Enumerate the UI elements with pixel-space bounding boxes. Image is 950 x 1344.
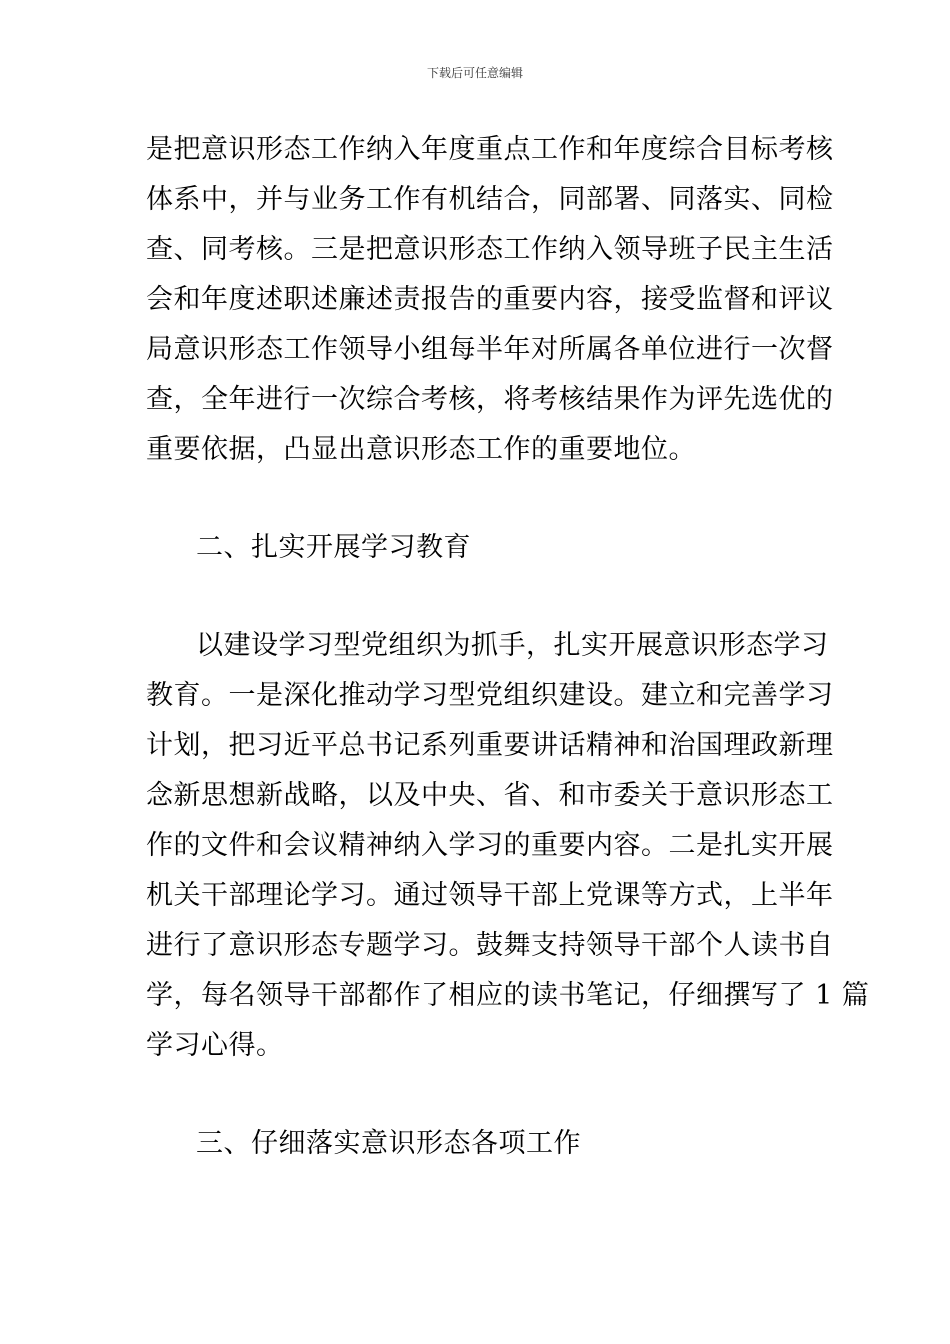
- paragraph2-line: 教育。一是深化推动学习型党组织建设。建立和完善学习: [146, 680, 834, 711]
- paragraph2-line: 进行了意识形态专题学习。鼓舞支持领导干部个人读书自: [146, 930, 834, 961]
- paragraph2-line: 学，每名领导干部都作了相应的读书笔记，仔细撰写了 1 篇: [146, 980, 870, 1011]
- paragraph1-line: 局意识形态工作领导小组每半年对所属各单位进行一次督: [146, 334, 834, 365]
- paragraph2-line: 以建设学习型党组织为抓手，扎实开展意识形态学习: [196, 630, 829, 661]
- section-heading: 三、仔细落实意识形态各项工作: [196, 1128, 581, 1159]
- paragraph1-line: 体系中，并与业务工作有机结合，同部署、同落实、同检: [146, 184, 834, 215]
- paragraph2-line: 作的文件和会议精神纳入学习的重要内容。二是扎实开展: [146, 830, 834, 861]
- page-header: 下载后可任意编辑: [426, 66, 523, 80]
- paragraph2-line: 计划，把习近平总书记系列重要讲话精神和治国理政新理: [146, 730, 834, 761]
- paragraph1-line: 查，全年进行一次综合考核，将考核结果作为评先选优的: [146, 384, 834, 415]
- paragraph1-line: 会和年度述职述廉述责报告的重要内容，接受监督和评议: [146, 284, 834, 315]
- paragraph1-line: 是把意识形态工作纳入年度重点工作和年度综合目标考核: [146, 134, 834, 165]
- section-heading: 二、扎实开展学习教育: [196, 532, 471, 563]
- paragraph2-line: 念新思想新战略，以及中央、省、和市委关于意识形态工: [146, 780, 834, 811]
- paragraph1-line: 查、同考核。三是把意识形态工作纳入领导班子民主生活: [146, 234, 834, 265]
- paragraph1-line: 重要依据，凸显出意识形态工作的重要地位。: [146, 434, 696, 465]
- paragraph2-line: 机关干部理论学习。通过领导干部上党课等方式，上半年: [146, 880, 834, 911]
- paragraph2-line: 学习心得。: [146, 1030, 284, 1061]
